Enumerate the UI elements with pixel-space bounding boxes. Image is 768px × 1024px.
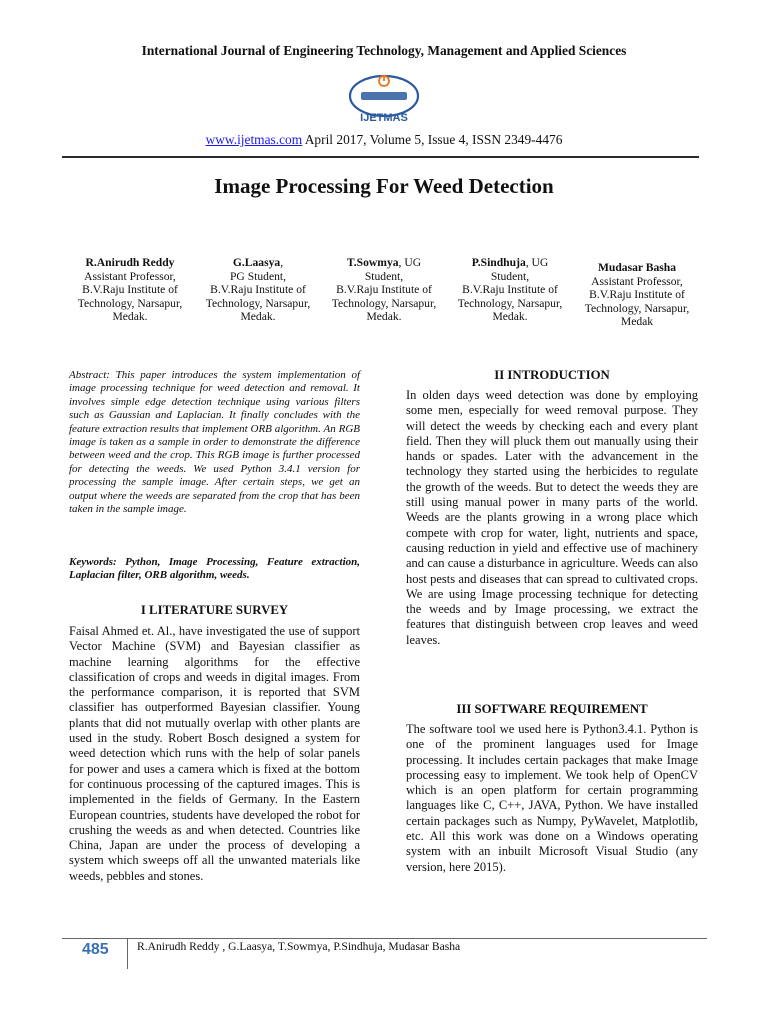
author-block: R.Anirudh Reddy Assistant Professor, B.V.Raju Institute of Technology, Narsapur, Medak. [68, 256, 192, 324]
author-affiliation: Student, [490, 269, 530, 283]
section-heading-introduction: II INTRODUCTION [494, 368, 610, 382]
author-name: Mudasar Basha [597, 261, 677, 274]
paper-title: Image Processing For Weed Detection [214, 174, 554, 198]
author-affiliation: PG Student, [229, 269, 287, 283]
author-name: P.Sindhuja [471, 256, 526, 269]
section-heading-literature: I LITERATURE SURVEY [140, 603, 289, 617]
author-block: Mudasar Basha Assistant Professor, B.V.Raju Institute of Technology, Narsapur, Medak [575, 261, 699, 329]
section-body-literature: Faisal Ahmed et. Al., have investigated the use of support Vector Machine (SVM) and Bayesian classifier as machine learning algorithms for the effective classification of crops and weeds in digital images. From the performance comparison, it is reported that SVM classifier has outperformed Bayesian classifier. Young plants that did not mutually overlap with other plants are used in the study. Robert Bosch designed a system for weed detection which runs with the help of solar panels for power and uses a camera which is fixed at the bottom for continuous processing of the captured images. This is implemented in the fields of Germany. In the Eastern European countries, students have developed the robot for crushing the weeds as and when detected. Countries like China, Japan are under the process of developing a system which sweeps off all the unwanted materials like weeds, pebbles and stones. [69, 624, 360, 883]
author-name: R.Anirudh Reddy [85, 256, 175, 269]
keywords: Keywords: Python, Image Processing, Feature extraction, Laplacian filter, ORB algorithm, weeds. [69, 556, 360, 582]
author-affiliation: Student, [364, 269, 404, 283]
section-heading-software: III SOFTWARE REQUIREMENT [456, 702, 648, 716]
journal-url-link[interactable]: www.ijetmas.com [205, 132, 303, 147]
journal-logo [345, 70, 423, 124]
author-block: P.Sindhuja, UG Student, B.V.Raju Institute of Technology, Narsapur, Medak. [448, 256, 572, 324]
header-rule [62, 156, 699, 158]
author-name: T.Sowmya [346, 256, 399, 269]
footer-divider [127, 939, 128, 969]
logo-band [361, 92, 407, 100]
author-affiliation: Assistant Professor, [591, 274, 683, 288]
issue-line [0, 132, 768, 148]
section-body-introduction: In olden days weed detection was done by employing some men, especially for weed removal purpose. They will detect the weeds by checking each and every plant field. Then they will pluck them out manually using their hands or spades. Later with the advancement in the technology they started using the herbicides to regulate the growth of the weeds. But to detect the weeds they are still using manual power in many parts of the world. Weeds are the plants growing in a wrong place which compete with crop for water, light, nutrients and space, causing reduction in yield and effective use of machinery and can cause a disturbance in agriculture. Weeds can also host pests and diseases that can spread to cultivated crops. We are using Image processing technique for detecting the weeds and by Image processing, we extract the features that distinguish between crop leaves and weed leaves. [406, 388, 698, 647]
author-affiliation: Assistant Professor, [84, 269, 176, 283]
author-block: T.Sowmya, UG Student, B.V.Raju Institute of Technology, Narsapur, Medak. [322, 256, 446, 324]
author-block: G.Laasya, PG Student, B.V.Raju Institute of Technology, Narsapur, Medak. [196, 256, 320, 324]
section-body-software: The software tool we used here is Python3.4.1. Python is one of the prominent languages used for Image processing. It includes certain packages that make Image processing easy to implement. We took help of OpenCV which is an open platform for certain programming languages like C, C++, JAVA, Python. We have installed certain packages such as Numpy, PyWavelet, Matplotlib, etc. All this work was done on a Windows operating system with an inbuilt Microsoft Visual Studio (any version, here 2015). [406, 722, 698, 874]
logo-text: IJETMAS [360, 112, 408, 124]
author-name: G.Laasya [232, 256, 281, 269]
journal-title: International Journal of Engineering Technology, Management and Applied Sciences [141, 43, 627, 58]
footer-rule [62, 938, 707, 939]
page-number: 485 [82, 941, 109, 958]
abstract: Abstract: This paper introduces the system implementation of image processing technique for weed detection and removal. It involves simple edge detection technique using various filters such as Gaussian and Laplacian. It finally concludes with the feature extraction results that implement ORB algorithm. An RGB image is taken as a sample in order to demonstrate the difference between weed and the crop. This RGB image is further processed for detecting the weeds. We used Python 3.4.1 version for processing the sample image. After certain steps, we get an output where the weeds are separated from the crop that has been taken in the sample image. [69, 369, 360, 516]
issue-details: April 2017, Volume 5, Issue 4, ISSN 2349-4476 [302, 132, 563, 147]
footer-authors: R.Anirudh Reddy , G.Laasya, T.Sowmya, P.Sindhuja, Mudasar Basha [137, 940, 461, 953]
